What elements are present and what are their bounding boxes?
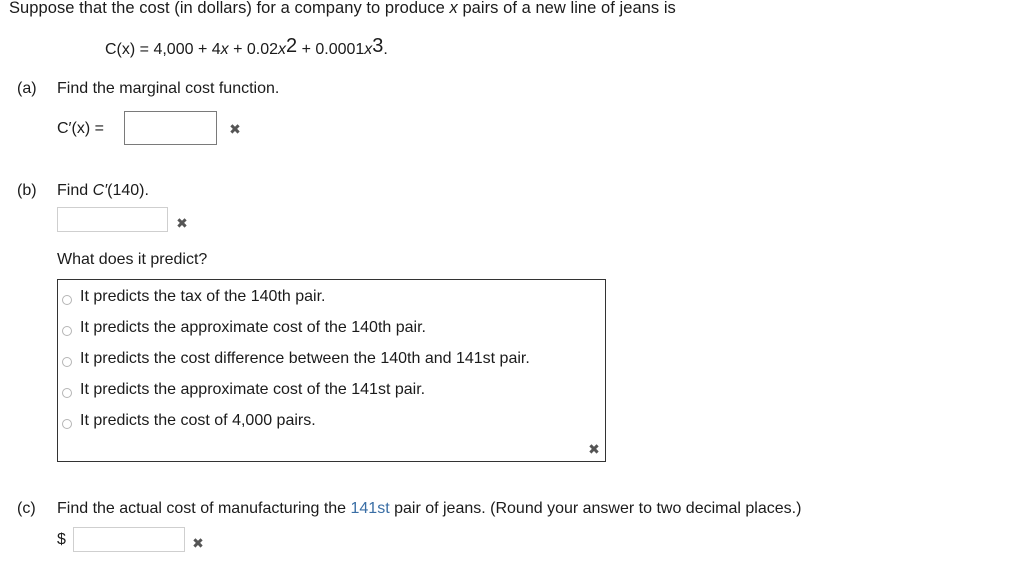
formula-lhs: C(x) [105,41,136,58]
part-a-question: Find the marginal cost function. [57,80,280,97]
intro-variable: x [449,0,458,17]
option-label-tax[interactable]: It predicts the tax of the 140th pair. [80,288,326,305]
option-label-approx-140[interactable]: It predicts the approximate cost of the 140th pair. [80,319,426,336]
intro-text-pre: Suppose that the cost (in dollars) for a company to produce [9,0,450,17]
part-a-answer-label: C′(x) = [57,120,104,137]
option-radio-difference[interactable] [62,357,72,367]
option-radio-4000[interactable] [62,419,72,429]
formula-var: x [278,41,286,58]
c-prime-140-input[interactable] [57,207,168,232]
part-c-question-post: pair of jeans. (Round your answer to two decimal places.) [389,500,802,517]
incorrect-icon: ✖ [588,441,600,457]
formula-exponent: 2 [286,35,298,57]
part-b-label: (b) [17,182,37,199]
option-label-approx-141[interactable]: It predicts the approximate cost of the 141st pair. [80,381,426,398]
part-b-question [57,181,149,201]
part-c-question-pre: Find the actual cost of manufacturing the [57,500,351,517]
cost-formula [105,35,388,60]
part-c-question [57,499,801,519]
intro-text-post: pairs of a new line of jeans is [457,0,676,17]
option-radio-tax[interactable] [62,295,72,305]
incorrect-icon: ✖ [229,121,241,137]
currency-symbol: $ [57,531,66,548]
actual-cost-input[interactable] [73,527,185,552]
incorrect-icon: ✖ [176,215,188,231]
formula-exponent: 3 [372,35,384,57]
option-radio-approx-141[interactable] [62,388,72,398]
formula-part: + 0.0001 [297,41,365,58]
incorrect-icon: ✖ [192,535,204,551]
formula-period: . [383,41,388,58]
formula-var: x [220,41,229,58]
part-c-label: (c) [17,500,36,517]
part-b-question-pre: Find [57,182,93,199]
problem-intro [9,0,676,18]
marginal-cost-input[interactable] [124,111,217,145]
formula-part: = 4,000 + 4 [135,41,221,58]
part-c-highlight: 141st [350,500,390,517]
part-b-function: C′ [92,182,108,199]
part-a-label: (a) [17,80,37,97]
predict-question: What does it predict? [57,251,208,268]
option-label-4000[interactable]: It predicts the cost of 4,000 pairs. [80,412,316,429]
formula-part: + 0.02 [228,41,278,58]
option-label-difference[interactable]: It predicts the cost difference between the 140th and 141st pair. [80,350,530,367]
option-radio-approx-140[interactable] [62,326,72,336]
part-b-question-post: (140). [107,182,149,199]
formula-var: x [364,41,373,58]
